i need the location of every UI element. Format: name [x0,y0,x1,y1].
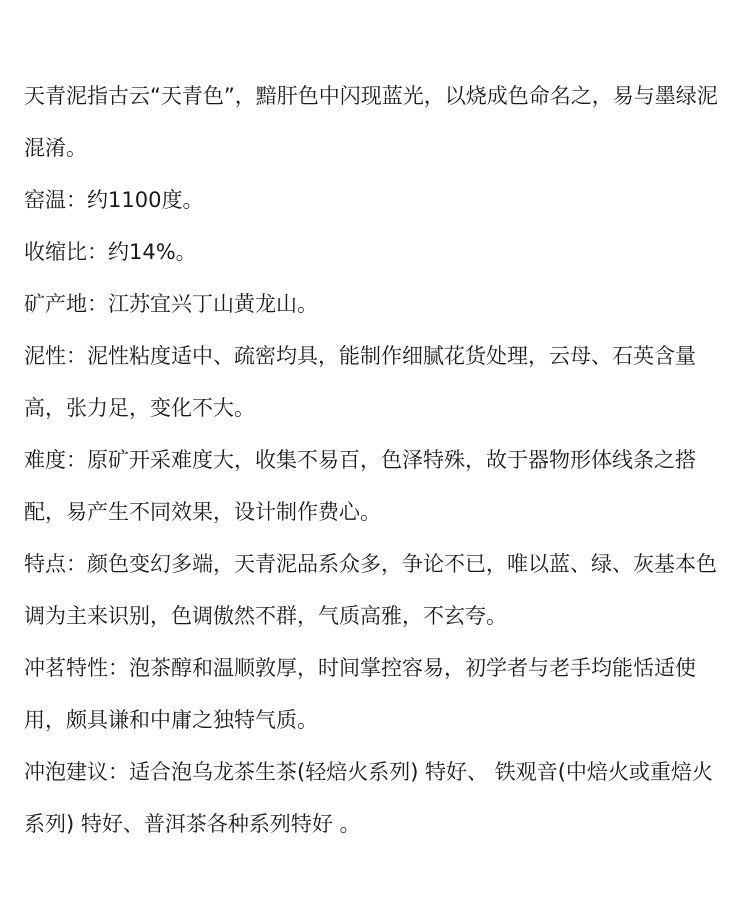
paragraph-shrinkage: 收缩比：约14%。 [24,240,197,264]
document-body [24,70,732,850]
paragraph-clay-property: 泥性：泥性粘度适中、疏密均具，能制作细腻花货处理，云母、石英含量高，张力足，变化不大。 [24,344,696,420]
paragraph-difficulty: 难度：原矿开采难度大，收集不易百，色泽特殊，故于器物形体线条之搭配，易产生不同效果，设计制作费心。 [24,448,696,524]
paragraph-features: 特点：颜色变幻多端，天青泥品系众多，争论不已，唯以蓝、绿、灰基本色调为主来识别，色调傲然不群，气质高雅，不玄夸。 [24,552,717,628]
paragraph-intro: 天青泥指古云“天青色”，黯肝色中闪现蓝光，以烧成色命名之，易与墨绿泥混淆。 [24,84,718,160]
paragraph-brewing-suggestion: 冲泡建议：适合泡乌龙茶生茶(轻焙火系列) 特好、 铁观音(中焙火或重焙火系列) 特好、普洱茶各种系列特好 。 [24,760,713,836]
paragraph-kiln-temperature: 窑温：约1100度。 [24,188,204,212]
paragraph-origin: 矿产地：江苏宜兴丁山黄龙山。 [24,292,318,316]
paragraph-brewing-traits: 冲茗特性：泡茶醇和温顺敦厚，时间掌控容易，初学者与老手均能恬适使用，颇具谦和中庸之独特气质。 [24,656,696,732]
